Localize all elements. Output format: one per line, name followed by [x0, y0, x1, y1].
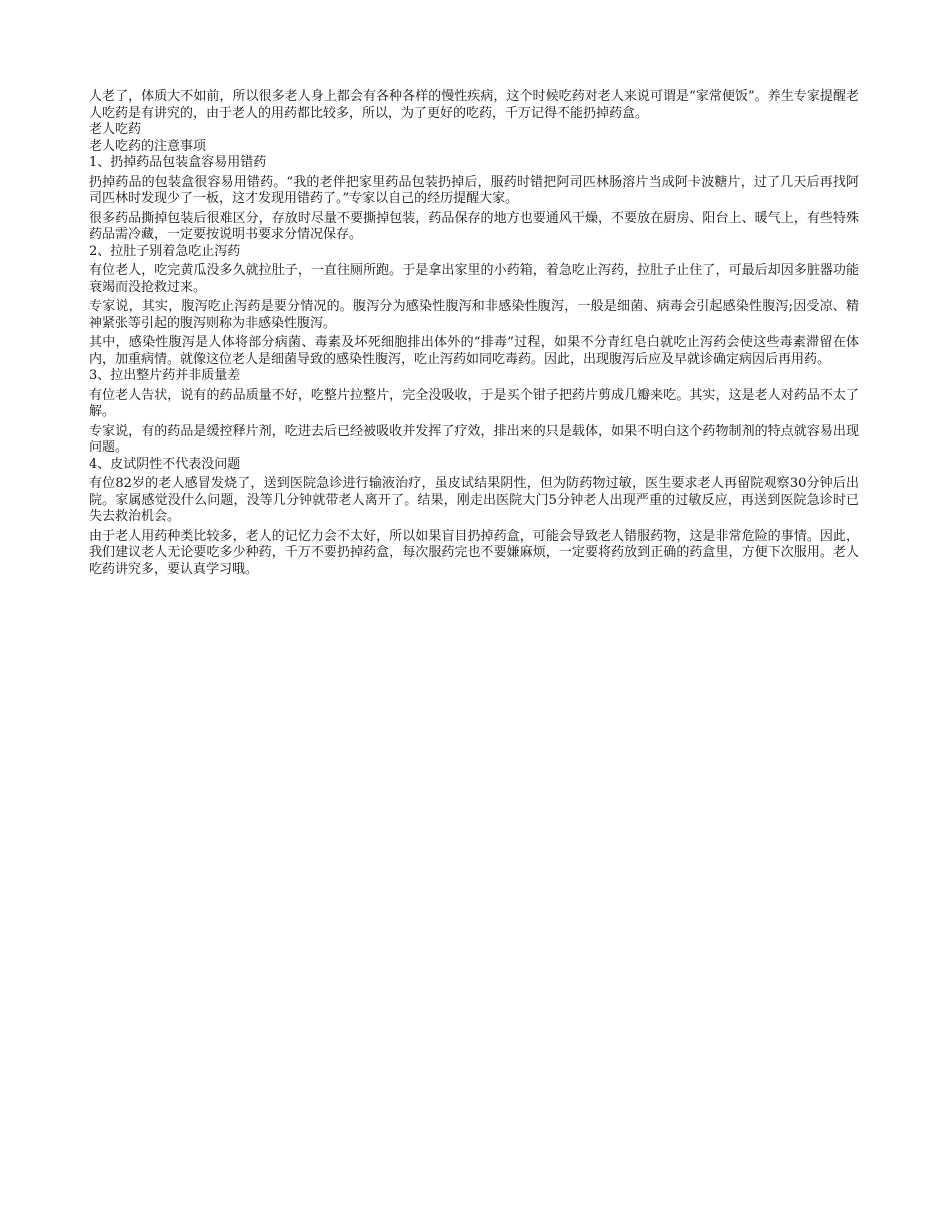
section-1-paragraph: 很多药品撕掉包装后很难区分，存放时尽量不要撕掉包装，药品保存的地方也要通风干燥，不要放在厨房、阳台上、暖气上，有些特殊药品需冷藏，一定要按说明书要求分情况保存。	[89, 210, 859, 242]
article-title: 老人吃药的注意事项	[89, 138, 207, 154]
article	[89, 89, 859, 578]
section-4-paragraph: 由于老人用药种类比较多，老人的记忆力会不太好，所以如果盲目扔掉药盒，可能会导致老人错服药物，这是非常危险的事情。因此，我们建议老人无论要吃多少种药，千万不要扔掉药盒，每次服药完也不要嫌麻烦，一定要将药放到正确的药盒里，方便下次服用。老人吃药讲究多，要认真学习哦。	[89, 528, 859, 577]
section-1-paragraph: 扔掉药品的包装盒很容易用错药。“我的老伴把家里药品包装扔掉后，服药时错把阿司匹林肠溶片当成阿卡波糖片，过了几天后再找阿司匹林时发现少了一板，这才发现用错药了。”专家以自己的经历提醒大家。	[89, 174, 859, 206]
intro-paragraph: 人老了，体质大不如前，所以很多老人身上都会有各种各样的慢性疾病，这个时候吃药对老人来说可谓是“家常便饭”。养生专家提醒老人吃药是有讲究的，由于老人的用药都比较多，所以，为了更好的吃药，千万记得不能扔掉药盒。	[89, 89, 859, 121]
section-heading-1: 1、扔掉药品包装盒容易用错药	[89, 155, 267, 170]
section-2-paragraph: 专家说，其实，腹泻吃止泻药是要分情况的。腹泻分为感染性腹泻和非感染性腹泻，一般是细菌、病毒会引起感染性腹泻;因受凉、精神紧张等引起的腹泻则称为非感染性腹泻。	[89, 299, 859, 331]
section-2-paragraph: 其中，感染性腹泻是人体将部分病菌、毒素及坏死细胞排出体外的“排毒”过程，如果不分青红皂白就吃止泻药会使这些毒素滞留在体内，加重病情。就像这位老人是细菌导致的感染性腹泻，吃止泻药如同吃毒药。因此，出现腹泻后应及早就诊确定病因后再用药。	[89, 335, 859, 367]
tag-line: 老人吃药	[89, 122, 142, 137]
section-3-paragraph: 专家说，有的药品是缓控释片剂，吃进去后已经被吸收并发挥了疗效，排出来的只是载体，如果不明白这个药物制剂的特点就容易出现问题。	[89, 423, 859, 455]
section-2-paragraph: 有位老人，吃完黄瓜没多久就拉肚子，一直往厕所跑。于是拿出家里的小药箱，着急吃止泻药，拉肚子止住了，可最后却因多脏器功能衰竭而没抢救过来。	[89, 263, 859, 295]
section-3-paragraph: 有位老人告状，说有的药品质量不好，吃整片拉整片，完全没吸收，于是买个钳子把药片剪成几瓣来吃。其实，这是老人对药品不太了解。	[89, 387, 859, 419]
section-heading-2: 2、拉肚子别着急吃止泻药	[89, 243, 241, 259]
section-4-paragraph: 有位82岁的老人感冒发烧了，送到医院急诊进行输液治疗，虽皮试结果阴性，但为防药物过敏，医生要求老人再留院观察30分钟后出院。家属感觉没什么问题，没等几分钟就带老人离开了。结果，刚走出医院大门5分钟老人出现严重的过敏反应，再送到医院急诊时已失去救治机会。	[89, 476, 859, 524]
section-heading-3: 3、拉出整片药并非质量差	[89, 368, 241, 383]
section-heading-4: 4、皮试阴性不代表没问题	[89, 456, 241, 472]
